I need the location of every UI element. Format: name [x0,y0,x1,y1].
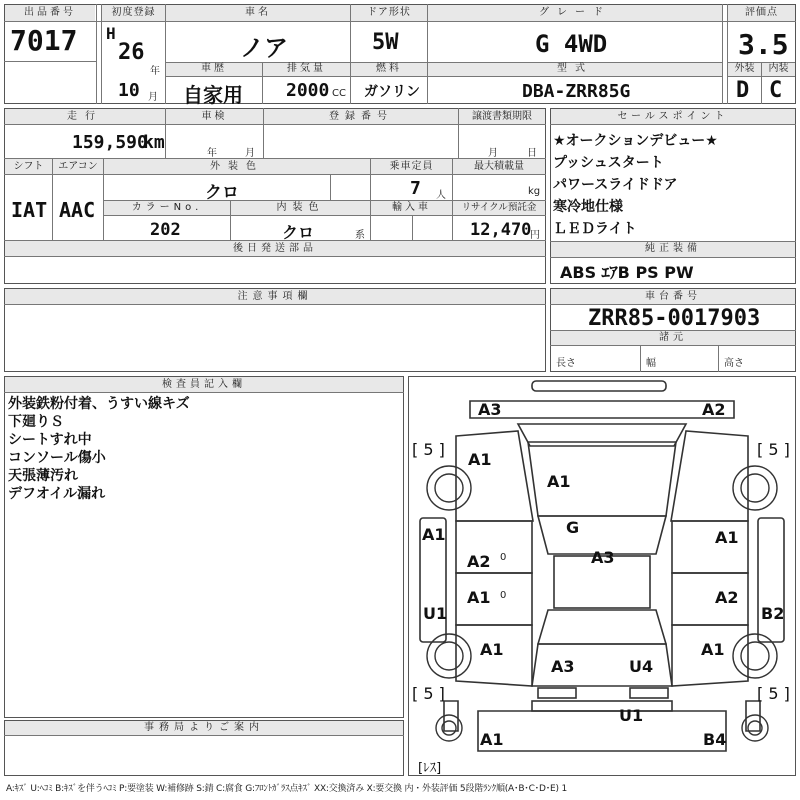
door-type: 5W [372,30,399,55]
inspection-month-unit: 月 [245,148,255,159]
exterior-grade: D [736,78,750,103]
transfer-day-unit: 日 [527,148,537,159]
mark-roof: A3 [591,548,615,567]
notes-label: 注意事項欄 [237,291,313,302]
reg-year-unit: 年 [150,66,160,77]
door-note-1: 0 [500,552,507,563]
history-label: 車歴 [201,63,227,74]
displacement-label: 排気量 [287,63,326,74]
sales-point-item: ★オークションデビュー★ [553,133,718,149]
equipment: ABS ｴｱB PS PW [560,263,694,282]
car-name-label: 車名 [245,7,271,18]
mark-left-front-pillar: A1 [422,525,446,544]
mileage: 159,590 [72,132,148,153]
intcolor-unit: 系 [355,230,365,241]
spare-tire: [ﾚｽ] [418,761,442,776]
lot-label: 出品番号 [24,7,76,18]
interior-grade: C [769,78,783,103]
mark-left-rear-door: A1 [467,588,491,607]
mark-right-front-door: A1 [715,528,739,547]
shift-label: シフト [13,161,44,172]
reg-month-unit: 月 [148,92,158,103]
score: 3.5 [738,28,789,61]
car-name: ノア [240,34,288,62]
car-diagram-outline [408,376,796,776]
reg-month: 10 [118,80,140,101]
ac: AAC [59,198,96,222]
import-label: 輸入車 [392,202,431,213]
transfer-label: 譲渡書類期限 [472,111,532,122]
sales-point-item: パワースライドドア [553,177,678,193]
mark-left-sill: U1 [423,604,448,623]
recycle-label: リサイクル預託金 [461,202,537,213]
mark-rear-glass-left: A3 [551,657,575,676]
ac-label: エアコン [58,161,98,172]
model-label: 型式 [557,63,593,74]
mileage-label: 走行 [67,111,103,122]
inspector-notes [8,395,398,503]
score-label: 評価点 [745,7,778,18]
capacity: 7 [410,178,421,199]
model-code: DBA-ZRR85G [522,81,631,102]
history: 自家用 [183,83,243,107]
inspector-label: 検査員記入欄 [162,379,246,390]
sales-points-list [553,130,793,240]
inspector-note-line: 天張薄汚れ [8,468,78,484]
width-label: 幅 [646,358,656,369]
fuel: ガソリン [364,84,420,100]
capacity-unit: 人 [436,190,446,201]
tire-rear-right: [ 5 ] [757,684,790,703]
mark-rear-left: A1 [480,730,504,749]
mark-hood: A1 [547,472,571,491]
mileage-unit: km [143,132,165,153]
transfer-month-unit: 月 [488,148,498,159]
mark-right-rear-fender: A1 [701,640,725,659]
office-label: 事務局よりご案内 [144,722,264,733]
sales-point-item: ＬＥＤライト [553,221,637,237]
mark-front-right-bumper: A2 [702,400,726,419]
load-unit: kg [528,186,541,197]
regno-label: 登録番号 [329,111,393,122]
fuel-label: 燃料 [376,63,402,74]
legend: A:ｷｽﾞ U:ﾍｺﾐ B:ｷｽﾞを伴うﾍｺﾐ P:要塗装 W:補修跡 S:錆 C:腐食 G:ﾌﾛﾝﾄｶﾞﾗｽ点ｷｽﾞ XX:交換済み X:要交換 内・外装評価 5段階ﾗﾝｸ順(A･B･C･D･E) 1 [6,784,567,794]
later-parts-label: 後日発送部品 [233,243,317,254]
mark-left-front-fender: A1 [468,450,492,469]
lot-number: 7017 [10,24,78,57]
reg-year: 26 [118,40,145,65]
inspector-note-line: 下廻りＳ [8,414,64,430]
displacement-unit: CC [332,88,346,99]
load-label: 最大積載量 [474,161,524,172]
mark-left-front-door: A2 [467,552,491,571]
mark-rear-right: B4 [703,730,727,749]
inspector-note-line: デフオイル漏れ [8,486,106,502]
mark-left-rear-fender: A1 [480,640,504,659]
inspector-note-line: 外装鉄粉付着、うすい線キズ [8,396,190,412]
inspection-year-unit: 年 [207,148,217,159]
inspection-label: 車検 [201,111,228,122]
era-letter: H [106,24,116,43]
sales-point-item: 寒冷地仕様 [553,199,623,215]
inspector-note-line: シートすれ中 [8,432,92,448]
specs-label: 諸元 [659,332,687,343]
door-label: ドア形状 [367,7,411,18]
mark-windshield: G [566,518,580,537]
exterior-label: 外装 [734,63,755,74]
length-label: 長さ [556,358,576,369]
grade-label: グレード [539,7,611,18]
capacity-label: 乗車定員 [389,161,434,172]
mark-rear-bumper-center: U1 [619,706,644,725]
first-reg-label: 初度登録 [111,7,156,18]
chassis-label: 車台番号 [645,291,701,302]
shift: IAT [11,198,48,222]
recycle: 12,470 [470,220,532,240]
tire-front-left: [ 5 ] [412,440,445,459]
color-label: 外装色 [210,161,264,172]
displacement: 2000 [286,80,330,101]
mark-right-rear-door: A2 [715,588,739,607]
tire-rear-left: [ 5 ] [412,684,445,703]
inspector-note-line: コンソール傷小 [8,450,106,466]
height-label: 高さ [724,358,744,369]
interior-label: 内装 [768,63,789,74]
mark-right-sill: B2 [761,604,785,623]
mark-front-left-bumper: A3 [478,400,502,419]
door-note-2: 0 [500,590,507,601]
recycle-unit: 円 [530,230,540,241]
equipment-label: 純正装備 [645,243,701,254]
tire-front-right: [ 5 ] [757,440,790,459]
sales-points-label: セールスポイント [617,111,729,122]
colorno: 202 [150,220,181,240]
chassis-number: ZRR85-0017903 [588,306,761,331]
mark-rear-glass-right: U4 [629,657,654,676]
colorno-label: カラーNo. [131,202,203,213]
color: クロ [205,183,239,203]
sales-point-item: プッシュスタート [553,155,664,171]
grade: G 4WD [535,30,608,58]
intcolor-label: 内装色 [276,202,325,213]
intcolor: クロ [282,223,315,242]
